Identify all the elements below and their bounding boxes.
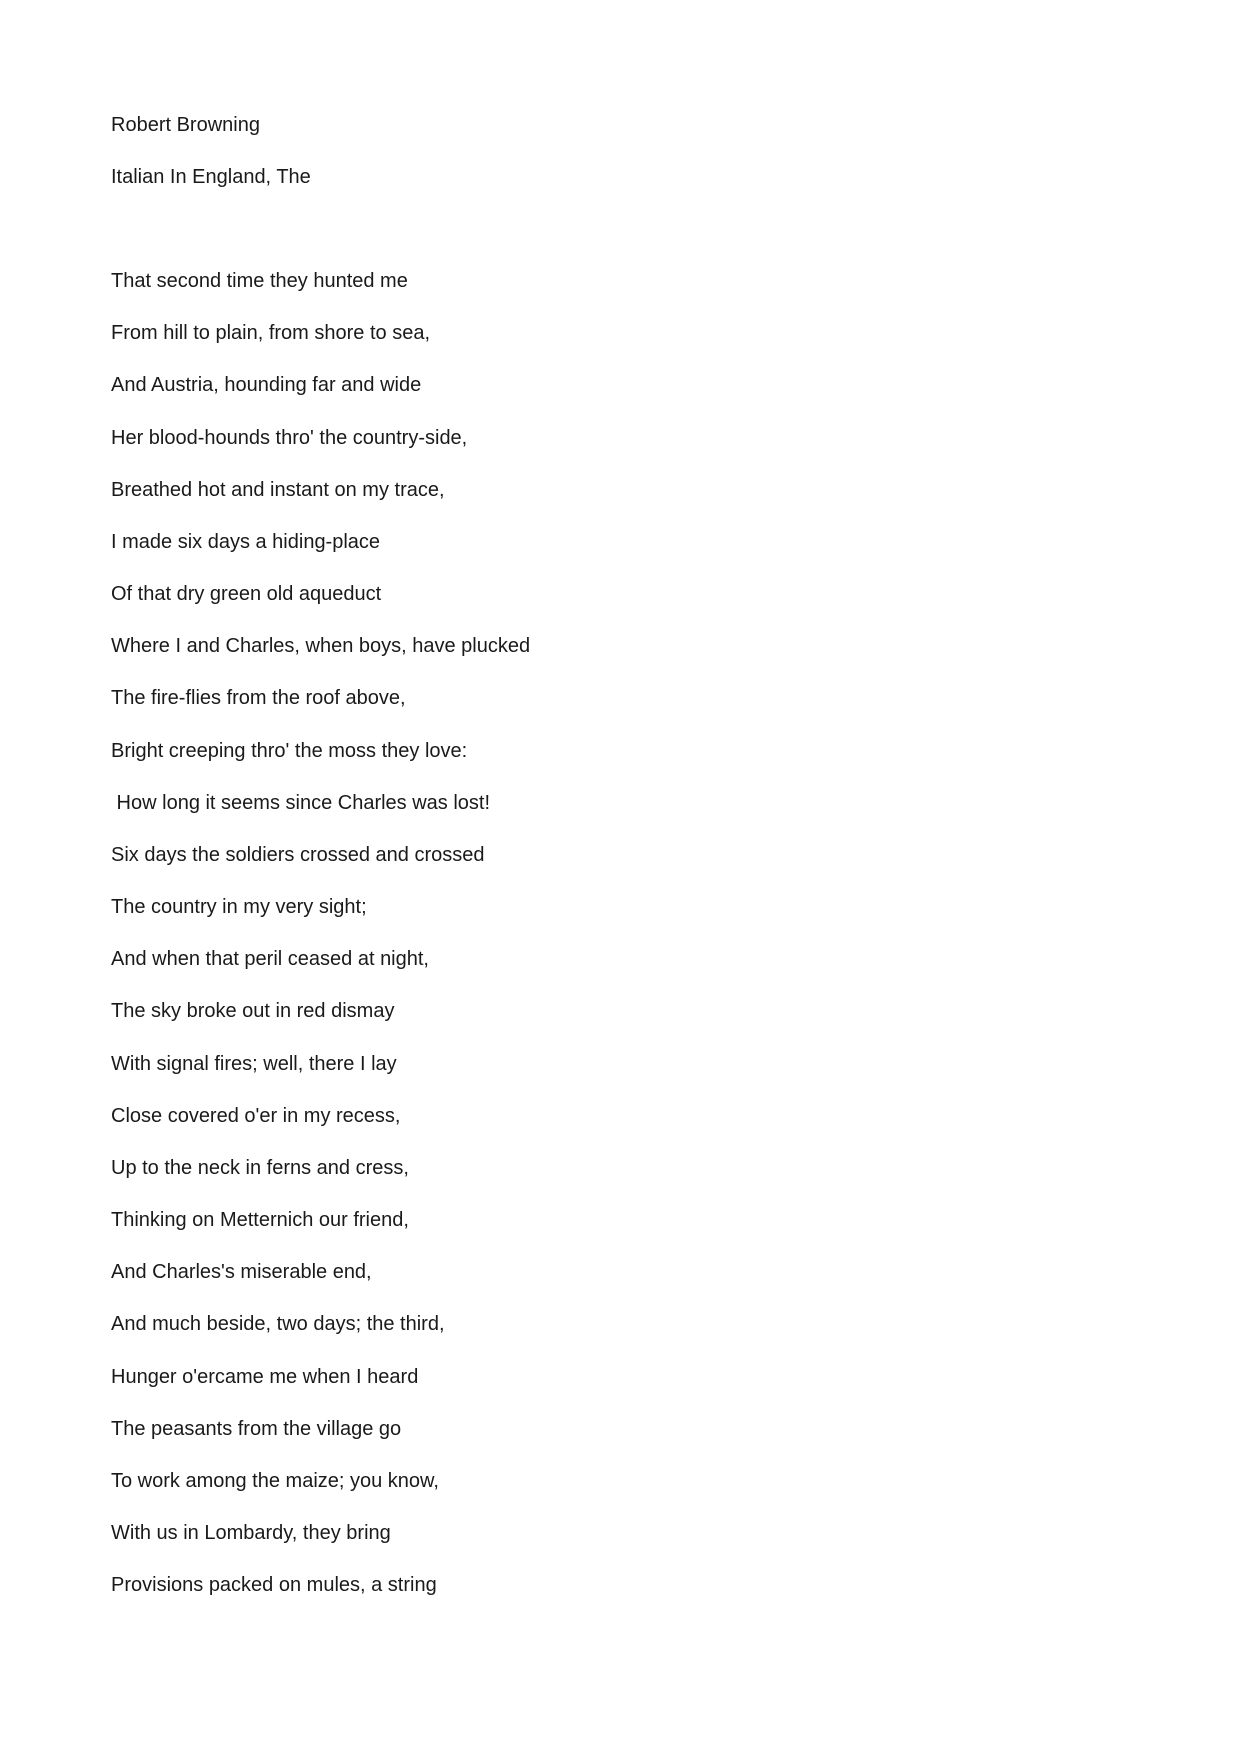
poem-line: I made six days a hiding-place	[111, 531, 381, 553]
poem-line: Breathed hot and instant on my trace,	[111, 479, 445, 501]
poem-line: From hill to plain, from shore to sea,	[111, 322, 431, 344]
author-name: Robert Browning	[111, 114, 260, 136]
poem-line: Where I and Charles, when boys, have plucked	[111, 635, 531, 657]
poem-line: And Charles's miserable end,	[111, 1261, 372, 1283]
poem-line: And Austria, hounding far and wide	[111, 374, 422, 396]
poem-line: Of that dry green old aqueduct	[111, 583, 382, 605]
poem-line: Bright creeping thro' the moss they love:	[111, 740, 468, 762]
poem-line: To work among the maize; you know,	[111, 1470, 439, 1492]
poem-line: The sky broke out in red dismay	[111, 1000, 395, 1022]
poem-line: Close covered o'er in my recess,	[111, 1105, 401, 1127]
poem-line: With us in Lombardy, they bring	[111, 1522, 391, 1544]
poem-line: Six days the soldiers crossed and crossed	[111, 844, 485, 866]
poem-line: How long it seems since Charles was lost!	[111, 792, 491, 814]
poem-line: Provisions packed on mules, a string	[111, 1574, 437, 1596]
poem-line: That second time they hunted me	[111, 270, 408, 292]
poem-title: Italian In England, The	[111, 166, 311, 188]
poem-line: Her blood-hounds thro' the country-side,	[111, 427, 468, 449]
poem-line: The fire-flies from the roof above,	[111, 687, 406, 709]
poem-line: Hunger o'ercame me when I heard	[111, 1366, 419, 1388]
poem-line: With signal fires; well, there I lay	[111, 1053, 397, 1075]
poem-line: And when that peril ceased at night,	[111, 948, 429, 970]
poem-line: The country in my very sight;	[111, 896, 367, 918]
poem-line: Thinking on Metternich our friend,	[111, 1209, 409, 1231]
poem-line: The peasants from the village go	[111, 1418, 402, 1440]
poem-line: Up to the neck in ferns and cress,	[111, 1157, 409, 1179]
poem-line: And much beside, two days; the third,	[111, 1313, 445, 1335]
